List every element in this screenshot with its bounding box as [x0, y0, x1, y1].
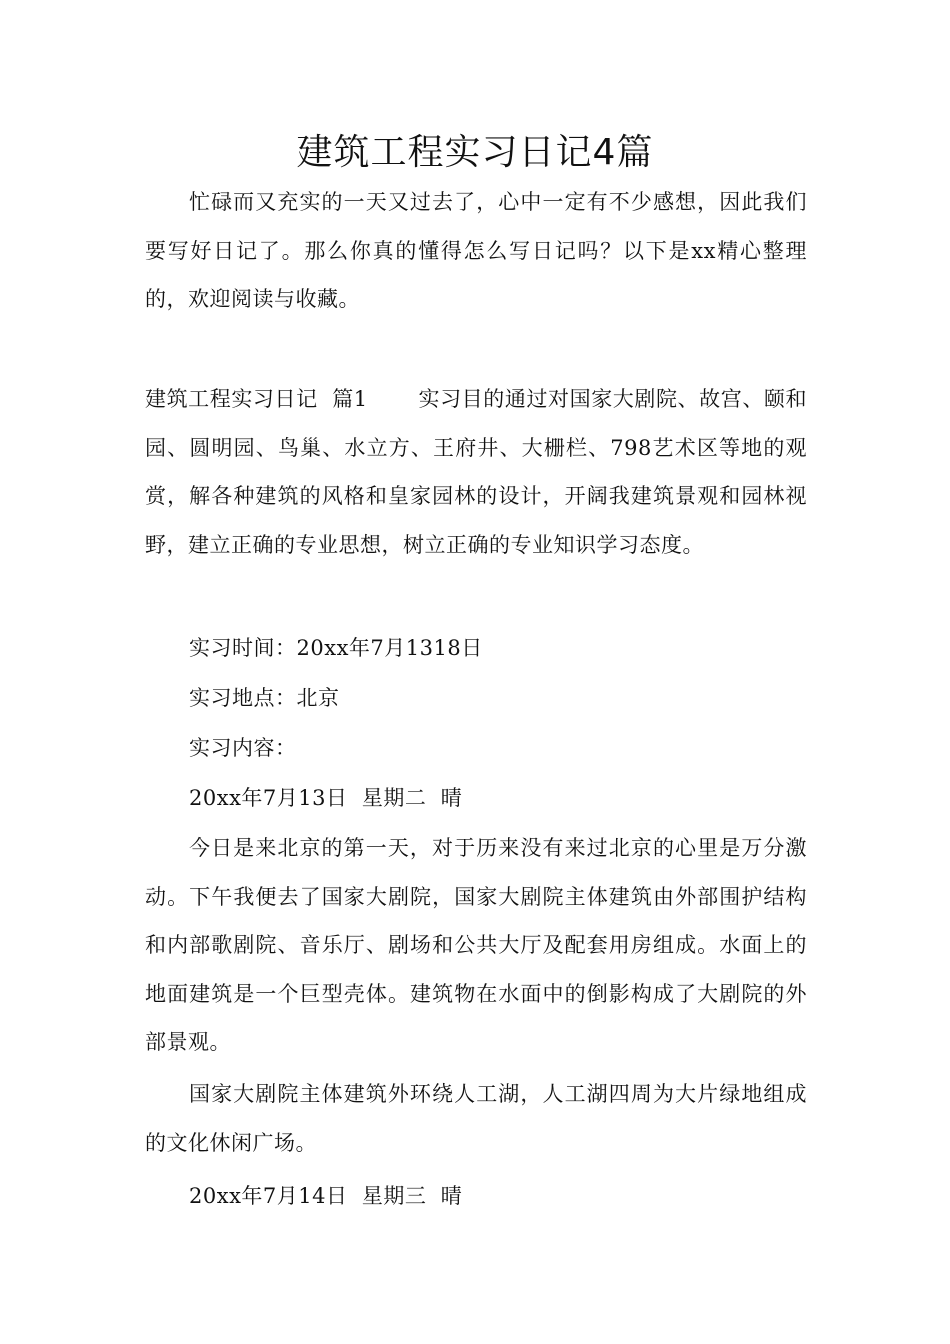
- section1-paragraph: 建筑工程实习日记 篇1 实习目的通过对国家大剧院、故宫、颐和园、圆明园、鸟巢、水立方、王府井、大栅栏、798艺术区等地的观赏，解各种建筑的风格和皇家园林的设计，开阔我建筑景观和园林视野，建立正确的专业思想，树立正确的专业知识学习态度。: [145, 387, 807, 557]
- practice-place: 实习地点：北京: [189, 686, 340, 710]
- document-title: 建筑工程实习日记4篇: [296, 132, 654, 173]
- day1-paragraph-2: 国家大剧院主体建筑外环绕人工湖，人工湖四周为大片绿地组成的文化休闲广场。: [145, 1082, 807, 1155]
- practice-time: 实习时间：20xx年7月1318日: [189, 636, 483, 660]
- intro-paragraph: 忙碌而又充实的一天又过去了，心中一定有不少感想，因此我们要写好日记了。那么你真的懂得怎么写日记吗？以下是xx精心整理的，欢迎阅读与收藏。: [145, 190, 807, 311]
- day2-date: 20xx年7月14日 星期三 晴: [189, 1184, 463, 1208]
- practice-content-label: 实习内容：: [189, 736, 297, 760]
- day1-paragraph-1: 今日是来北京的第一天，对于历来没有来过北京的心里是万分激动。下午我便去了国家大剧院，国家大剧院主体建筑由外部围护结构和内部歌剧院、音乐厅、剧场和公共大厅及配套用房组成。水面上的地面建筑是一个巨型壳体。建筑物在水面中的倒影构成了大剧院的外部景观。: [145, 836, 807, 1054]
- day1-date: 20xx年7月13日 星期二 晴: [189, 786, 463, 810]
